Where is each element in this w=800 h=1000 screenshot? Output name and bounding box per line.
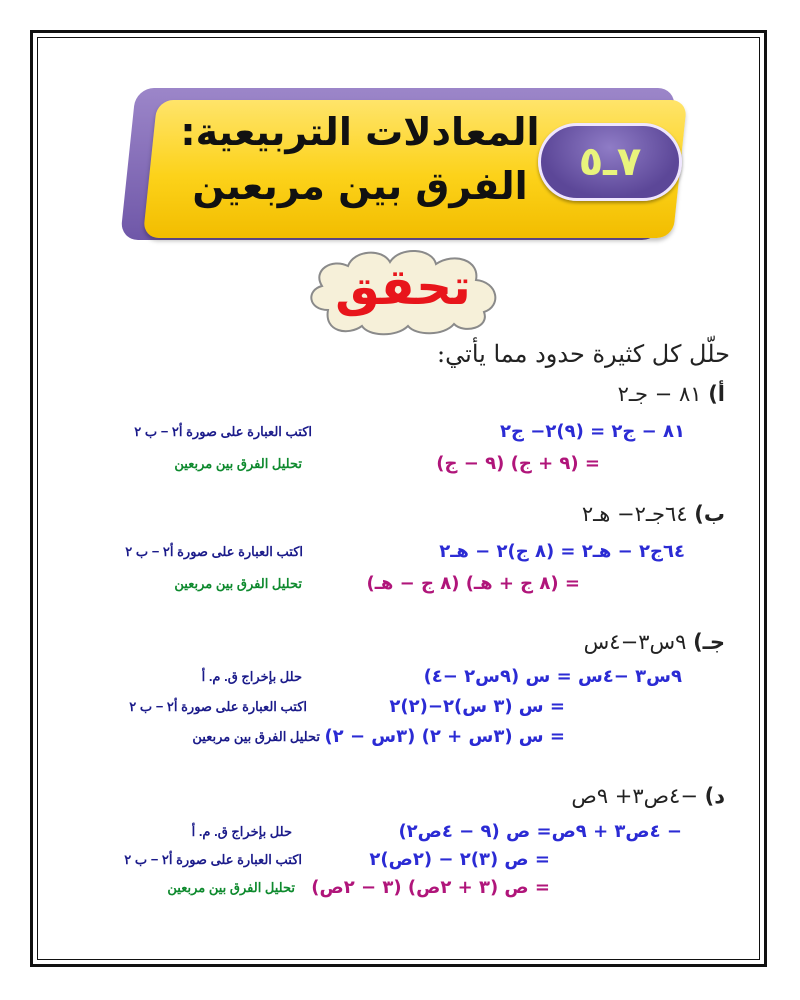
step-equation: = (٩ + ج) (٩ − ج) (436, 453, 600, 474)
step-note: تحليل الفرق بين مربعين (192, 729, 320, 744)
lesson-number: ٧ـ٥ (578, 139, 642, 185)
problem-a (618, 382, 725, 406)
problem-label: د) (704, 784, 725, 808)
problem-d (571, 784, 725, 808)
step-note: اكتب العبارة على صورة أ٢ − ب ٢ (134, 424, 312, 439)
step-equation: = ص (٣)٢ − (٢ص)٢ (369, 849, 550, 870)
problem-label: ب) (694, 502, 725, 526)
problem-expression: ٩س٣−٤س (583, 630, 687, 654)
problem-expression: −٤ص٣+ ٩ص (571, 784, 698, 808)
problem-label: أ) (708, 382, 725, 406)
step-note: حلل بإخراج ق. م. أ (201, 669, 302, 684)
page-title (175, 105, 545, 213)
step-note: اكتب العبارة على صورة أ٢ − ب ٢ (129, 699, 307, 714)
step-note: تحليل الفرق بين مربعين (167, 880, 295, 895)
step-equation: = س (٣ س)٢−(٢)٢ (389, 696, 565, 717)
title-line-2: الفرق بين مربعين (192, 164, 528, 208)
check-label: تحقق (335, 258, 471, 316)
step-equation: = س (٣س + ٢) (٣س − ٢) (324, 726, 565, 747)
problem-expression: ٨١ − جـ٢ (617, 382, 702, 406)
step-equation: = ص (٣ + ٢ص) (٣ − ٢ص) (311, 877, 550, 898)
lesson-number-badge (538, 123, 682, 201)
step-note: تحليل الفرق بين مربعين (174, 576, 302, 591)
step-equation: − ٤ص٣ + ٩ص= ص (٩ − ٤ص٢) (398, 821, 682, 842)
step-equation: ٦٤ج٢ − هـ٢ = (٨ ج)٢ − هـ٢ (439, 541, 685, 562)
problem-c (584, 630, 725, 654)
step-equation: ٩س٣ −٤س = س (٩س٢ −٤) (423, 666, 682, 687)
problem-label: جـ) (693, 630, 725, 654)
title-line-1: المعادلات التربيعية: (180, 110, 540, 154)
step-note: تحليل الفرق بين مربعين (174, 456, 302, 471)
problem-expression: ٦٤جـ٢− هـ٢ (581, 502, 688, 526)
instruction: حلّل كل كثيرة حدود مما يأتي: (437, 340, 730, 368)
step-equation: = (٨ ج + هـ) (٨ ج − هـ) (366, 573, 580, 594)
step-note: اكتب العبارة على صورة أ٢ − ب ٢ (124, 852, 302, 867)
step-equation: ٨١ − ج٢ = (٩)٢− ج٢ (500, 421, 685, 442)
step-note: اكتب العبارة على صورة أ٢ − ب ٢ (125, 544, 303, 559)
problem-b (582, 502, 725, 526)
step-note: حلل بإخراج ق. م. أ (191, 824, 292, 839)
